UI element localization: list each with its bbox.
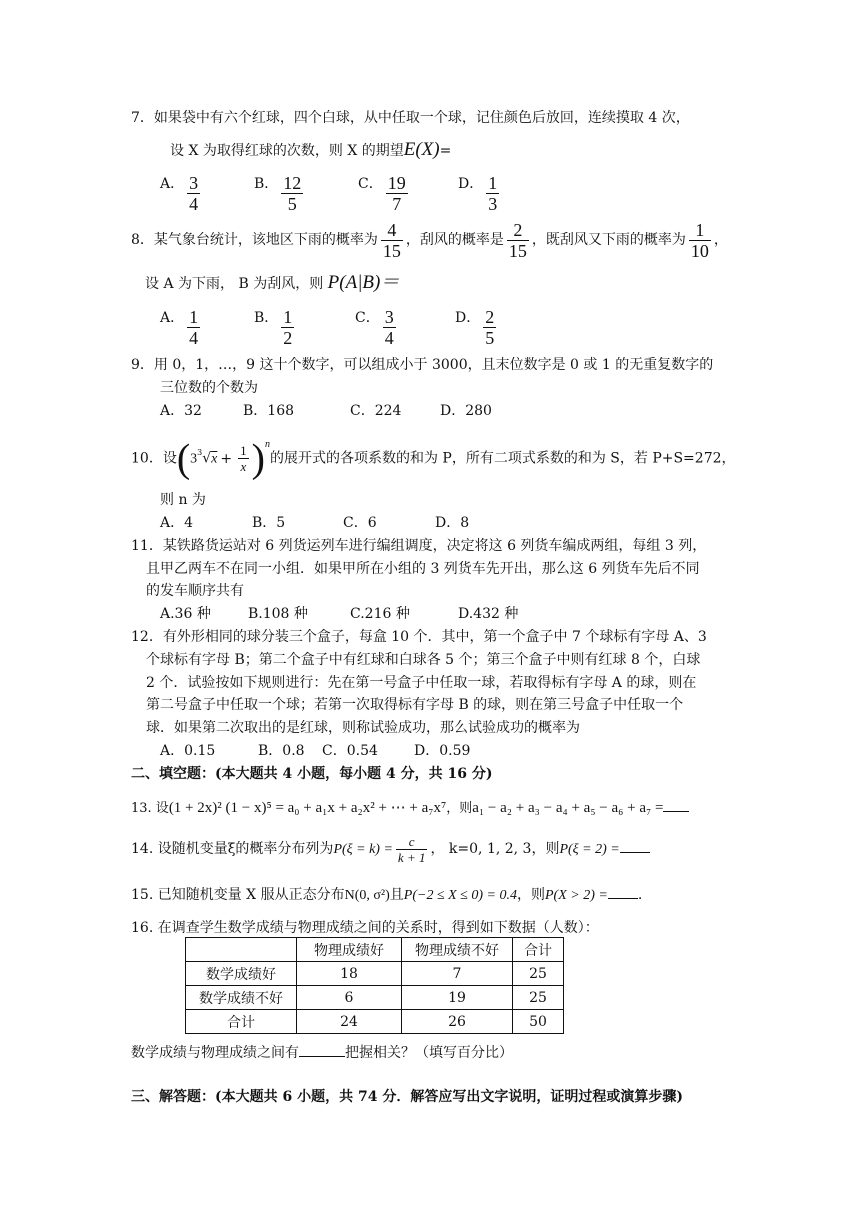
q8-option-c: C． $\frac{3}{4}$ [355, 307, 394, 348]
q9-line1: 9．用 0，1，…，9 这十个数字，可以组成小于 3000，且末位数字是 0 或 1 的无重复数字的 [131, 357, 714, 373]
table-row [186, 962, 564, 986]
table-row [186, 986, 564, 1010]
table-row [186, 1010, 564, 1034]
q13-line: 13. 设(1 + 2x)² (1 − x)⁵ = a₀ + a₁x + a₂x² + ⋯ + a₇x⁷，则a₁ − a₂ + a₃ − a₄ + a₅ − a₆ + a₇ = [131, 797, 689, 819]
q12-line5: 球．如果第二次取出的是红球，则称试验成功，那么试验成功的概率为 [146, 720, 580, 736]
q10-line1: 10．设($3^3√x$ + $\frac{1}{x}$ )$^n$的展开式的各项系数的和为 P，所有二项式系数的和为 S，若 P+S=272， [131, 435, 736, 481]
q10-option-c: C．6 [343, 515, 377, 531]
q9-line2: 三位数的个数为 [160, 380, 258, 396]
q11-option-d: D.432 种 [458, 606, 519, 622]
q10-option-d: D．8 [435, 515, 470, 531]
q12-option-d: D．0.59 [414, 743, 471, 759]
table-cell: 50 [513, 1010, 564, 1034]
q8-line2: 设 A 为下雨， B 为刮风，则 P(A|B)＝ [145, 272, 400, 293]
q7-option-b: B． $\frac{12}{5}$ [254, 173, 302, 214]
table-cell: 18 [297, 962, 402, 986]
q7-option-a: A． $\frac{3}{4}$ [160, 173, 199, 214]
q9-option-c: C．224 [350, 403, 402, 419]
q16-line1: 16. 在调查学生数学成绩与物理成绩之间的关系时，得到如下数据（人数）： [131, 920, 599, 936]
table-cell: 数学成绩好 [186, 962, 297, 986]
section-2-heading: 二、填空题：(本大题共 4 小题，每小题 4 分，共 16 分) [131, 766, 493, 782]
q12-line4: 第二号盒子中任取一个球；若第一次取得标有字母 B 的球，则在第三号盒子中任取一个 [146, 697, 684, 713]
q10-option-a: A．4 [160, 515, 194, 531]
q12-line2: 个球标有字母 B；第二个盒子中有红球和白球各 5 个；第三个盒子中则有红球 8 个，白球 [146, 652, 701, 668]
q13-alternating-sum: a₁ − a₂ + a₃ − a₄ + a₅ − a₆ + a₇ = [472, 800, 664, 816]
q10-line2: 则 n 为 [160, 492, 206, 508]
q9-option-d: D．280 [440, 403, 492, 419]
q11-option-c: C.216 种 [350, 606, 410, 622]
q8-conditional-probability: P(A|B)＝ [327, 272, 400, 293]
table-cell: 7 [402, 962, 513, 986]
q12-line3: 2 个．试验按如下规则进行：先在第一号盒子中任取一球，若取得标有字母 A 的球，则在 [146, 675, 697, 691]
q14-line: 14. 设随机变量ξ的概率分布列为P(ξ = k) = $\frac{c}{k + 1}$ ， k=0, 1, 2, 3，则P(ξ = 2) = [131, 829, 650, 870]
q13-answer-blank [663, 797, 689, 812]
q11-option-b: B.108 种 [248, 606, 308, 622]
q12-option-a: A．0.15 [160, 743, 216, 759]
q9-option-b: B．168 [243, 403, 295, 419]
table-cell: 25 [513, 986, 564, 1010]
q13-expansion: (1 + 2x)² (1 − x)⁵ = a₀ + a₁x + a₂x² + ⋯ + a₇x⁷ [168, 800, 447, 816]
q12-option-c: C．0.54 [322, 743, 378, 759]
q7-expectation: E(X) [403, 139, 440, 160]
q11-line2: 且甲乙两车不在同一小组．如果甲所在小组的 3 列货车先开出，那么这 6 列货车先后不同 [146, 561, 700, 577]
contingency-table [185, 937, 564, 1034]
q7-option-c: C． $\frac{19}{7}$ [358, 173, 406, 214]
table-cell: 合计 [513, 938, 564, 962]
q12-option-b: B．0.8 [258, 743, 305, 759]
table-cell: 25 [513, 962, 564, 986]
q14-answer-blank [620, 838, 650, 853]
table-cell [186, 938, 297, 962]
q15-answer-blank [608, 884, 638, 899]
q11-line3: 的发车顺序共有 [146, 583, 244, 599]
table-cell: 6 [297, 986, 402, 1010]
q10-option-b: B．5 [252, 515, 286, 531]
q7-option-d: D． $\frac{1}{3}$ [458, 173, 498, 214]
table-cell: 19 [402, 986, 513, 1010]
q8-line1: 8．某气象台统计，该地区下雨的概率为 $\frac{4}{15}$ ，刮风的概率是 $\frac{2}{15}$ ，既刮风又下雨的概率为 $\frac{1}{10}$ ， [131, 219, 728, 261]
table-cell: 物理成绩好 [297, 938, 402, 962]
q8-option-d: D． $\frac{2}{5}$ [455, 307, 495, 348]
table-cell: 合计 [186, 1010, 297, 1034]
table-header-row [186, 938, 564, 962]
q9-option-a: A．32 [160, 403, 202, 419]
section-3-heading: 三、解答题：(本大题共 6 小题，共 74 分．解答应写出文字说明，证明过程或演算步骤) [131, 1089, 683, 1105]
table-cell: 物理成绩不好 [402, 938, 513, 962]
q8-option-a: A． $\frac{1}{4}$ [160, 307, 199, 348]
q11-line1: 11．某铁路货运站对 6 列货运列车进行编组调度，决定将这 6 列货车编成两组，每组 3 列， [131, 538, 707, 554]
q11-option-a: A.36 种 [160, 606, 211, 622]
q8-option-b: B． $\frac{1}{2}$ [254, 307, 293, 348]
q12-line1: 12．有外形相同的球分装三个盒子，每盒 10 个．其中，第一个盒子中 7 个球标有字母 A、3 [131, 629, 707, 645]
table-cell: 24 [297, 1010, 402, 1034]
q7-line2: 设 X 为取得红球的次数，则 X 的期望E(X)= [170, 139, 452, 160]
table-cell: 26 [402, 1010, 513, 1034]
q7-line1: 7．如果袋中有六个红球，四个白球，从中任取一个球，记住颜色后放回，连续摸取 4 次， [131, 110, 690, 126]
q15-line: 15. 已知随机变量 X 服从正态分布N(0, σ²)且P(−2 ≤ X ≤ 0) = 0.4，则P(X > 2) = . [131, 884, 642, 906]
q16-question-line: 数学成绩与物理成绩之间有 把握相关？（填写百分比） [131, 1042, 513, 1063]
q16-answer-blank [299, 1042, 345, 1057]
table-cell: 数学成绩不好 [186, 986, 297, 1010]
